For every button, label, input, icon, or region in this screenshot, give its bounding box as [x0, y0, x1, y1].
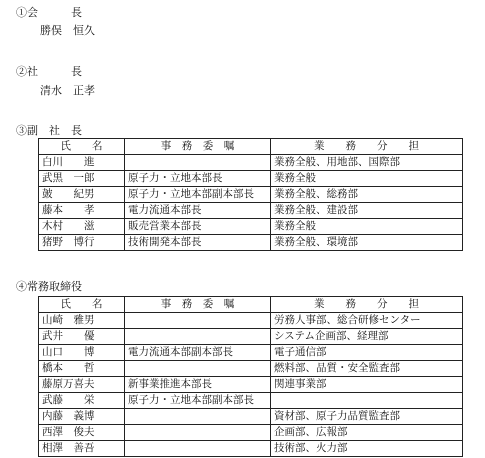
- table-row: [39, 219, 463, 235]
- table-header-row: [39, 297, 463, 313]
- table-header-row: [39, 139, 463, 155]
- cell-name: 皷 紀男: [39, 187, 125, 203]
- cell-name: 武井 優: [39, 329, 125, 345]
- cell-name: 藤本 孝: [39, 203, 125, 219]
- cell-role: [125, 329, 271, 345]
- cell-name: 山口 博: [39, 345, 125, 361]
- table-row: [39, 393, 463, 409]
- cell-role: 電力流通本部長: [125, 203, 271, 219]
- cell-role: 販売営業本部長: [125, 219, 271, 235]
- cell-role: 新事業推進本部長: [125, 377, 271, 393]
- cell-name: 橋本 哲: [39, 361, 125, 377]
- cell-role: [125, 409, 271, 425]
- cell-duty: 燃料部、品質・安全監査部: [271, 361, 463, 377]
- table-row: [39, 441, 463, 457]
- cell-duty: 業務全般: [271, 171, 463, 187]
- table-row: [39, 329, 463, 345]
- table-row: [39, 377, 463, 393]
- cell-duty: 業務全般、建設部: [271, 203, 463, 219]
- cell-role: 電力流通本部副本部長: [125, 345, 271, 361]
- table-row: [39, 187, 463, 203]
- cell-duty: 業務全般、用地部、国際部: [271, 155, 463, 171]
- cell-duty: システム企画部、経理部: [271, 329, 463, 345]
- cell-role: [125, 425, 271, 441]
- cell-role: [125, 441, 271, 457]
- cell-duty: [271, 393, 463, 409]
- cell-role: [125, 155, 271, 171]
- cell-role: 技術開発本部長: [125, 235, 271, 251]
- cell-duty: 電子通信部: [271, 345, 463, 361]
- cell-duty: 関連事業部: [271, 377, 463, 393]
- header-role: 事 務 委 嘱: [125, 297, 271, 313]
- cell-name: 白川 進: [39, 155, 125, 171]
- cell-name: 山崎 雅男: [39, 313, 125, 329]
- table-row: [39, 409, 463, 425]
- cell-name: 西澤 俊夫: [39, 425, 125, 441]
- cell-name: 藤原万喜夫: [39, 377, 125, 393]
- cell-duty: 業務全般、総務部: [271, 187, 463, 203]
- section-title-president: ②社 長: [16, 65, 82, 78]
- cell-role: 原子力・立地本部副本部長: [125, 393, 271, 409]
- chairman-name: 勝俣 恒久: [40, 24, 95, 37]
- header-duty: 業 務 分 担: [271, 139, 463, 155]
- table-row: [39, 203, 463, 219]
- section-title-vice-presidents: ③副 社 長: [16, 124, 82, 137]
- cell-duty: 資材部、原子力品質監査部: [271, 409, 463, 425]
- table-row: [39, 171, 463, 187]
- vice-presidents-table: [38, 138, 463, 251]
- cell-name: 相澤 善吾: [39, 441, 125, 457]
- cell-name: 木村 滋: [39, 219, 125, 235]
- section-title-managing-directors: ④常務取締役: [16, 280, 82, 293]
- cell-role: 原子力・立地本部副本部長: [125, 187, 271, 203]
- managing-directors-table: [38, 296, 463, 457]
- table-row: [39, 313, 463, 329]
- table-row: [39, 361, 463, 377]
- cell-duty: 労務人事部、総合研修センター: [271, 313, 463, 329]
- cell-name: 猪野 博行: [39, 235, 125, 251]
- section-title-chairman: ①会 長: [16, 6, 82, 19]
- cell-duty: 業務全般: [271, 219, 463, 235]
- cell-duty: 企画部、広報部: [271, 425, 463, 441]
- cell-name: 武黒 一郎: [39, 171, 125, 187]
- cell-duty: 業務全般、環境部: [271, 235, 463, 251]
- table-row: [39, 345, 463, 361]
- cell-role: [125, 313, 271, 329]
- table-row: [39, 155, 463, 171]
- cell-name: 内藤 義博: [39, 409, 125, 425]
- cell-name: 武藤 栄: [39, 393, 125, 409]
- table-row: [39, 425, 463, 441]
- president-name: 清水 正孝: [40, 84, 95, 97]
- cell-role: [125, 361, 271, 377]
- cell-role: 原子力・立地本部長: [125, 171, 271, 187]
- header-role: 事 務 委 嘱: [125, 139, 271, 155]
- header-name: 氏 名: [39, 139, 125, 155]
- header-duty: 業 務 分 担: [271, 297, 463, 313]
- cell-duty: 技術部、火力部: [271, 441, 463, 457]
- header-name: 氏 名: [39, 297, 125, 313]
- table-row: [39, 235, 463, 251]
